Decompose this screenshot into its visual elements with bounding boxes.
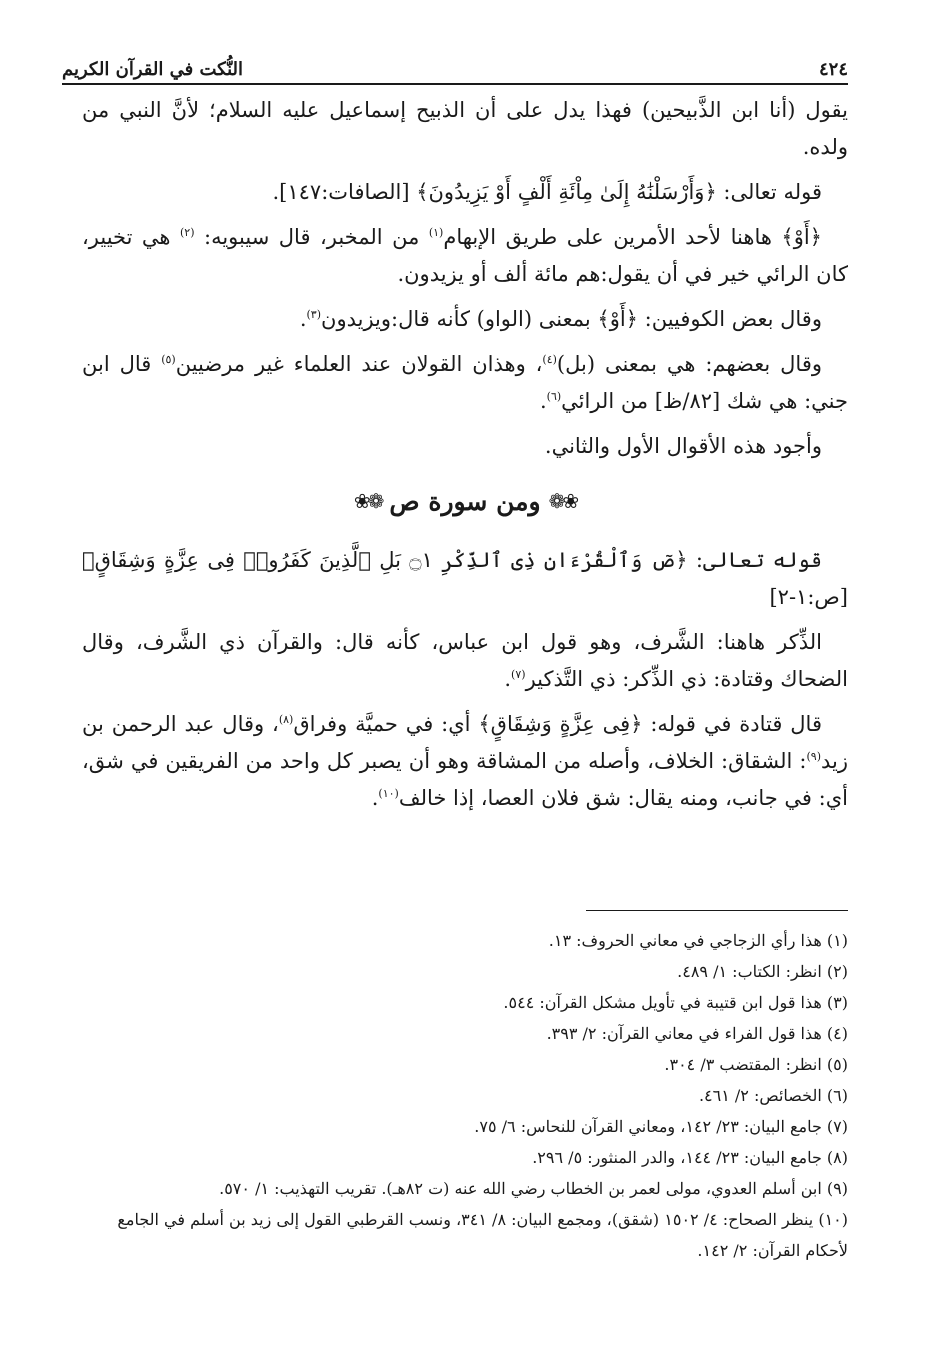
surah-title: ومن سورة ص <box>389 487 541 516</box>
paragraph-2: قوله تعالى: ﴿وَأَرْسَلْنَٰهُ إِلَىٰ مِاْئَةِ أَلْفٍ أَوْ يَزِيدُونَ﴾ [الصافات:١٤٧]. <box>272 180 822 204</box>
paragraph-1: يقول (أنا ابن الذَّبيحين) فهذا يدل على أن الذبيح إسماعيل عليه السلام؛ لأنَّ النبي من ولده. <box>82 98 848 159</box>
ornament-right-icon: ❀❁ <box>548 489 577 513</box>
footnote-marker[interactable]: (٧) <box>511 668 526 681</box>
footnote-marker[interactable]: (٦) <box>546 390 562 403</box>
footnote-item: (١٠) ينظر الصحاح: ٤/ ١٥٠٢ (شقق)، ومجمع البيان: ٨/ ٣٤١، ونسب القرطبي القول إلى زيد بن أسلم في الجامع لأحكام القرآن: ٢/ ١٤٢. <box>117 1210 848 1260</box>
page-header <box>62 48 848 80</box>
footnotes <box>82 925 848 1266</box>
main-text <box>82 92 848 825</box>
paragraph-4: وقال بعض الكوفيين: ﴿أَوْ﴾ بمعنى (الواو) كأنه قال:ويزيدون$^{(٣)}$. <box>299 307 822 331</box>
footnote-item: (٩) ابن أسلم العدوي، مولى لعمر بن الخطاب رضي الله عنه (ت ٨٢هـ). تقريب التهذيب: ١/ ٥٧٠. <box>219 1179 848 1198</box>
paragraph-3: ﴿أَوْ﴾ هاهنا لأحد الأمرين على طريق الإبهام$^{(١)}$ من المخبر، قال سيبويه: $^{(٢)}$ هي تخيير، كان الرائي خير في أن يقول:هم مائة ألف أو يزيدون. <box>82 225 848 286</box>
paragraph-9: قال قتادة في قوله: ﴿فِى عِزَّةٍ وَشِقَاقٍ﴾ أي: في حميَّة وفراق$^{(٨)}$، وقال عبد الرحمن بن زيد$^{(٩)}$: الشقاق: الخلاف، وأصله من المشاقة وهو أن يصبر كل واحد من الفريقين في شق، أي: في جانب، ومنه يقال: شق فلان العصا، إذا خالف$^{(١٠)}$. <box>82 712 848 810</box>
quran-verse: ﴿وَأَرْسَلْنَٰهُ إِلَىٰ مِاْئَةِ أَلْفٍ أَوْ يَزِيدُونَ﴾ <box>416 180 717 204</box>
paragraph-5: وقال بعضهم: هي بمعنى (بل)$^{(٤)}$، وهذان القولان عند العلماء غير مرضيين$^{(٥)}$ قال ابن جني: هي شك [٨٢/ظ] من الرائي$^{(٦)}$. <box>82 352 848 413</box>
footnote-item: (١) هذا رأي الزجاجي في معاني الحروف: ١٣. <box>548 931 848 950</box>
footnote-item: (٧) جامع البيان: ٢٣/ ١٤٢، ومعاني القرآن للنحاس: ٦/ ٧٥. <box>474 1117 848 1136</box>
header-rule <box>62 83 848 85</box>
paragraph-6: وأجود هذه الأقوال الأول والثاني. <box>544 434 822 458</box>
footnote-item: (٤) هذا قول الفراء في معاني القرآن: ٢/ ٣٩٣. <box>546 1024 848 1043</box>
footnote-item: (٢) انظر: الكتاب: ١/ ٤٨٩. <box>677 962 848 981</box>
ornament-left-icon: ❁❀ <box>353 489 382 513</box>
footnote-marker[interactable]: (٢) <box>180 226 195 239</box>
footnote-marker[interactable]: (٨) <box>278 713 294 726</box>
page-number: ٤٢٤ <box>818 59 848 80</box>
footnote-item: (٦) الخصائص: ٢/ ٤٦١. <box>698 1086 848 1105</box>
book-title: النُّكت في القرآن الكريم <box>62 59 244 80</box>
footnote-separator <box>586 910 848 911</box>
footnote-marker[interactable]: (١) <box>428 226 444 239</box>
footnote-marker[interactable]: (٩) <box>806 750 821 763</box>
paragraph-8: الذِّكر هاهنا: الشَّرف، وهو قول ابن عباس، كأنه قال: والقرآن ذي الشَّرف، وقال الضحاك وقتادة: ذي الذِّكر: ذي التَّذكير$^{(٧)}$. <box>82 630 848 691</box>
footnote-item: (٥) انظر: المقتضب ٣/ ٣٠٤. <box>664 1055 848 1074</box>
footnote-item: (٨) جامع البيان: ٢٣/ ١٤٤، والدر المنثور: ٥/ ٢٩٦. <box>532 1148 848 1167</box>
surah-heading <box>82 483 848 520</box>
footnote-item: (٣) هذا قول ابن قتيبة في تأويل مشكل القرآن: ٥٤٤. <box>503 993 848 1012</box>
footnote-marker[interactable]: (١٠) <box>378 787 399 800</box>
quran-verse: ﴿صٓ وَٱلْقُرْءَانِ ذِى ٱلذِّكْرِ ۝١ بَلِ ٱلَّذِينَ كَفَرُوا۟ فِى عِزَّةٍ وَشِقَاقٍ﴾ <box>82 548 688 572</box>
paragraph-7: قوله تعالى: ﴿صٓ وَٱلْقُرْءَانِ ذِى ٱلذِّكْرِ ۝١ بَلِ ٱلَّذِينَ كَفَرُوا۟ فِى عِزَّةٍ وَشِقَاقٍ﴾ [ص:١-٢] <box>82 548 848 609</box>
footnote-marker[interactable]: (٤) <box>542 353 557 366</box>
footnote-marker[interactable]: (٥) <box>161 353 176 366</box>
footnote-marker[interactable]: (٣) <box>306 308 322 321</box>
